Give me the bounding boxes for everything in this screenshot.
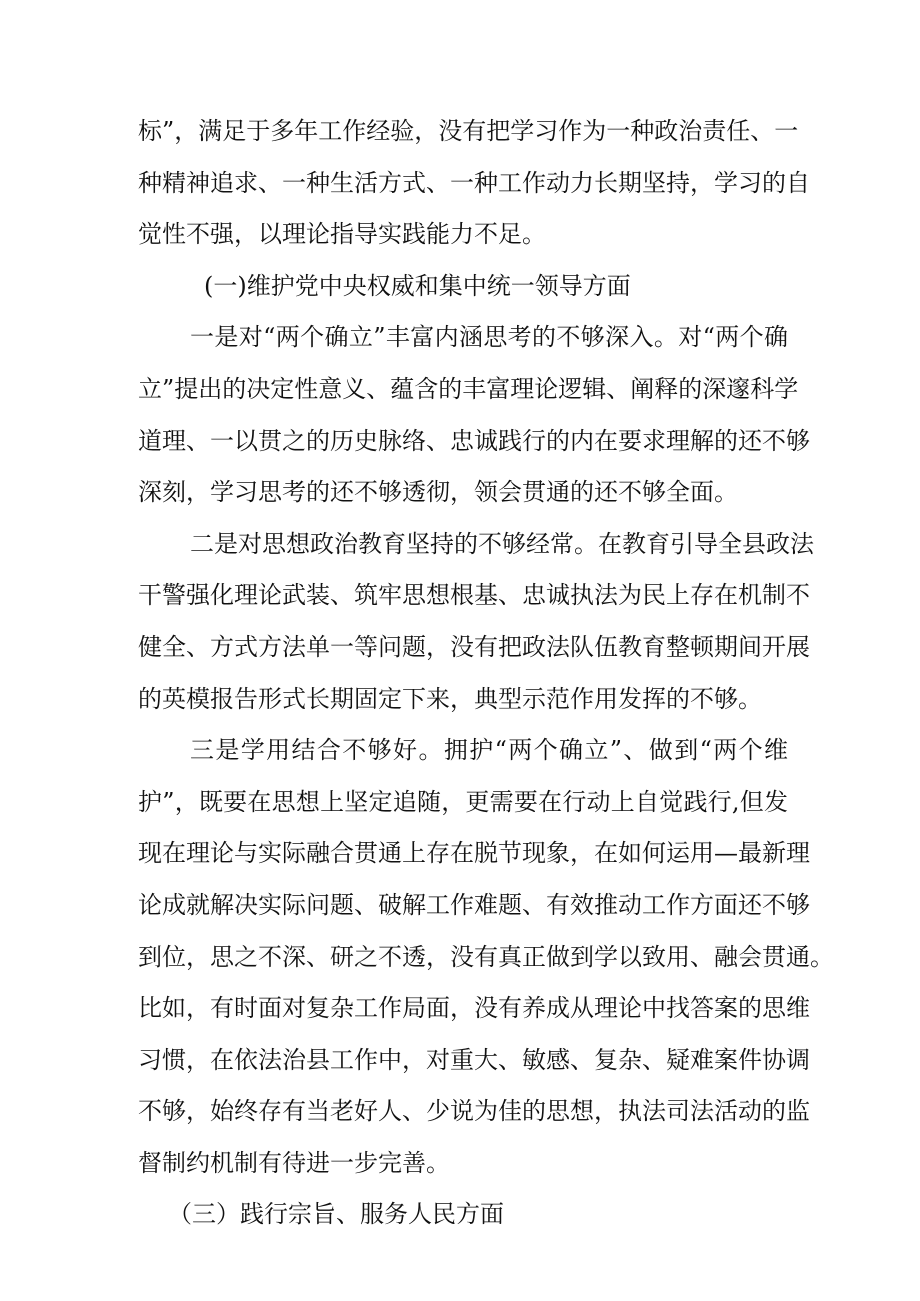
section-heading-3: （三）践行宗旨、服务人民方面 <box>168 1200 504 1229</box>
text-line-15: 现在理论与实际融合贯通上存在脱节现象，在如何运用—最新理 <box>138 839 810 868</box>
text-line-21: 督制约机制有待进一步完善。 <box>138 1148 450 1177</box>
text-line-12: 的英模报告形式长期固定下来，典型示范作用发挥的不够。 <box>138 684 762 713</box>
text-line-1: 标”，满足于多年工作经验，没有把学习作为一种政治责任、一 <box>138 117 799 145</box>
text-line-14: 护”，既要在思想上坚定追随，更需要在行动上自觉践行,但发 <box>138 787 788 816</box>
text-line-20: 不够，始终存有当老好人、少说为佳的思想，执法司法活动的监 <box>138 1097 810 1126</box>
text-line-9: 二是对思想政治教育坚持的不够经常。在教育引导全县政法 <box>190 529 814 558</box>
text-line-17: 到位，思之不深、研之不透，没有真正做到学以致用、融会贯通。 <box>138 942 834 971</box>
section-heading-1: (一)维护党中央权威和集中统一领导方面 <box>204 271 631 300</box>
text-line-10: 干警强化理论武装、筑牢思想根基、忠诚执法为民上存在机制不 <box>138 581 810 610</box>
text-line-18: 比如，有时面对复杂工作局面，没有养成从理论中找答案的思维 <box>138 994 810 1023</box>
text-line-3: 觉性不强，以理论指导实践能力不足。 <box>138 220 546 249</box>
text-line-19: 习惯，在依法治县工作中，对重大、敏感、复杂、疑难案件协调 <box>138 1045 810 1074</box>
text-line-8: 深刻，学习思考的还不够透彻，领会贯通的还不够全面。 <box>138 478 738 507</box>
text-line-7: 道理、一以贯之的历史脉络、忠诚践行的内在要求理解的还不够 <box>138 426 810 455</box>
text-line-13: 三是学用结合不够好。拥护“两个确立”、做到“两个维 <box>190 736 788 765</box>
text-line-2: 种精神追求、一种生活方式、一种工作动力长期坚持，学习的自 <box>138 168 810 197</box>
text-line-16: 论成就解决实际问题、破解工作难题、有效推动工作方面还不够 <box>138 890 810 919</box>
document-body <box>138 106 834 1241</box>
text-line-11: 健全、方式方法单一等问题，没有把政法队伍教育整顿期间开展 <box>138 632 810 661</box>
text-line-6: 立”提出的决定性意义、蕴含的丰富理论逻辑、阐释的深邃科学 <box>138 374 799 403</box>
text-line-5: 一是对“两个确立”丰富内涵思考的不够深入。对“两个确 <box>190 323 788 352</box>
